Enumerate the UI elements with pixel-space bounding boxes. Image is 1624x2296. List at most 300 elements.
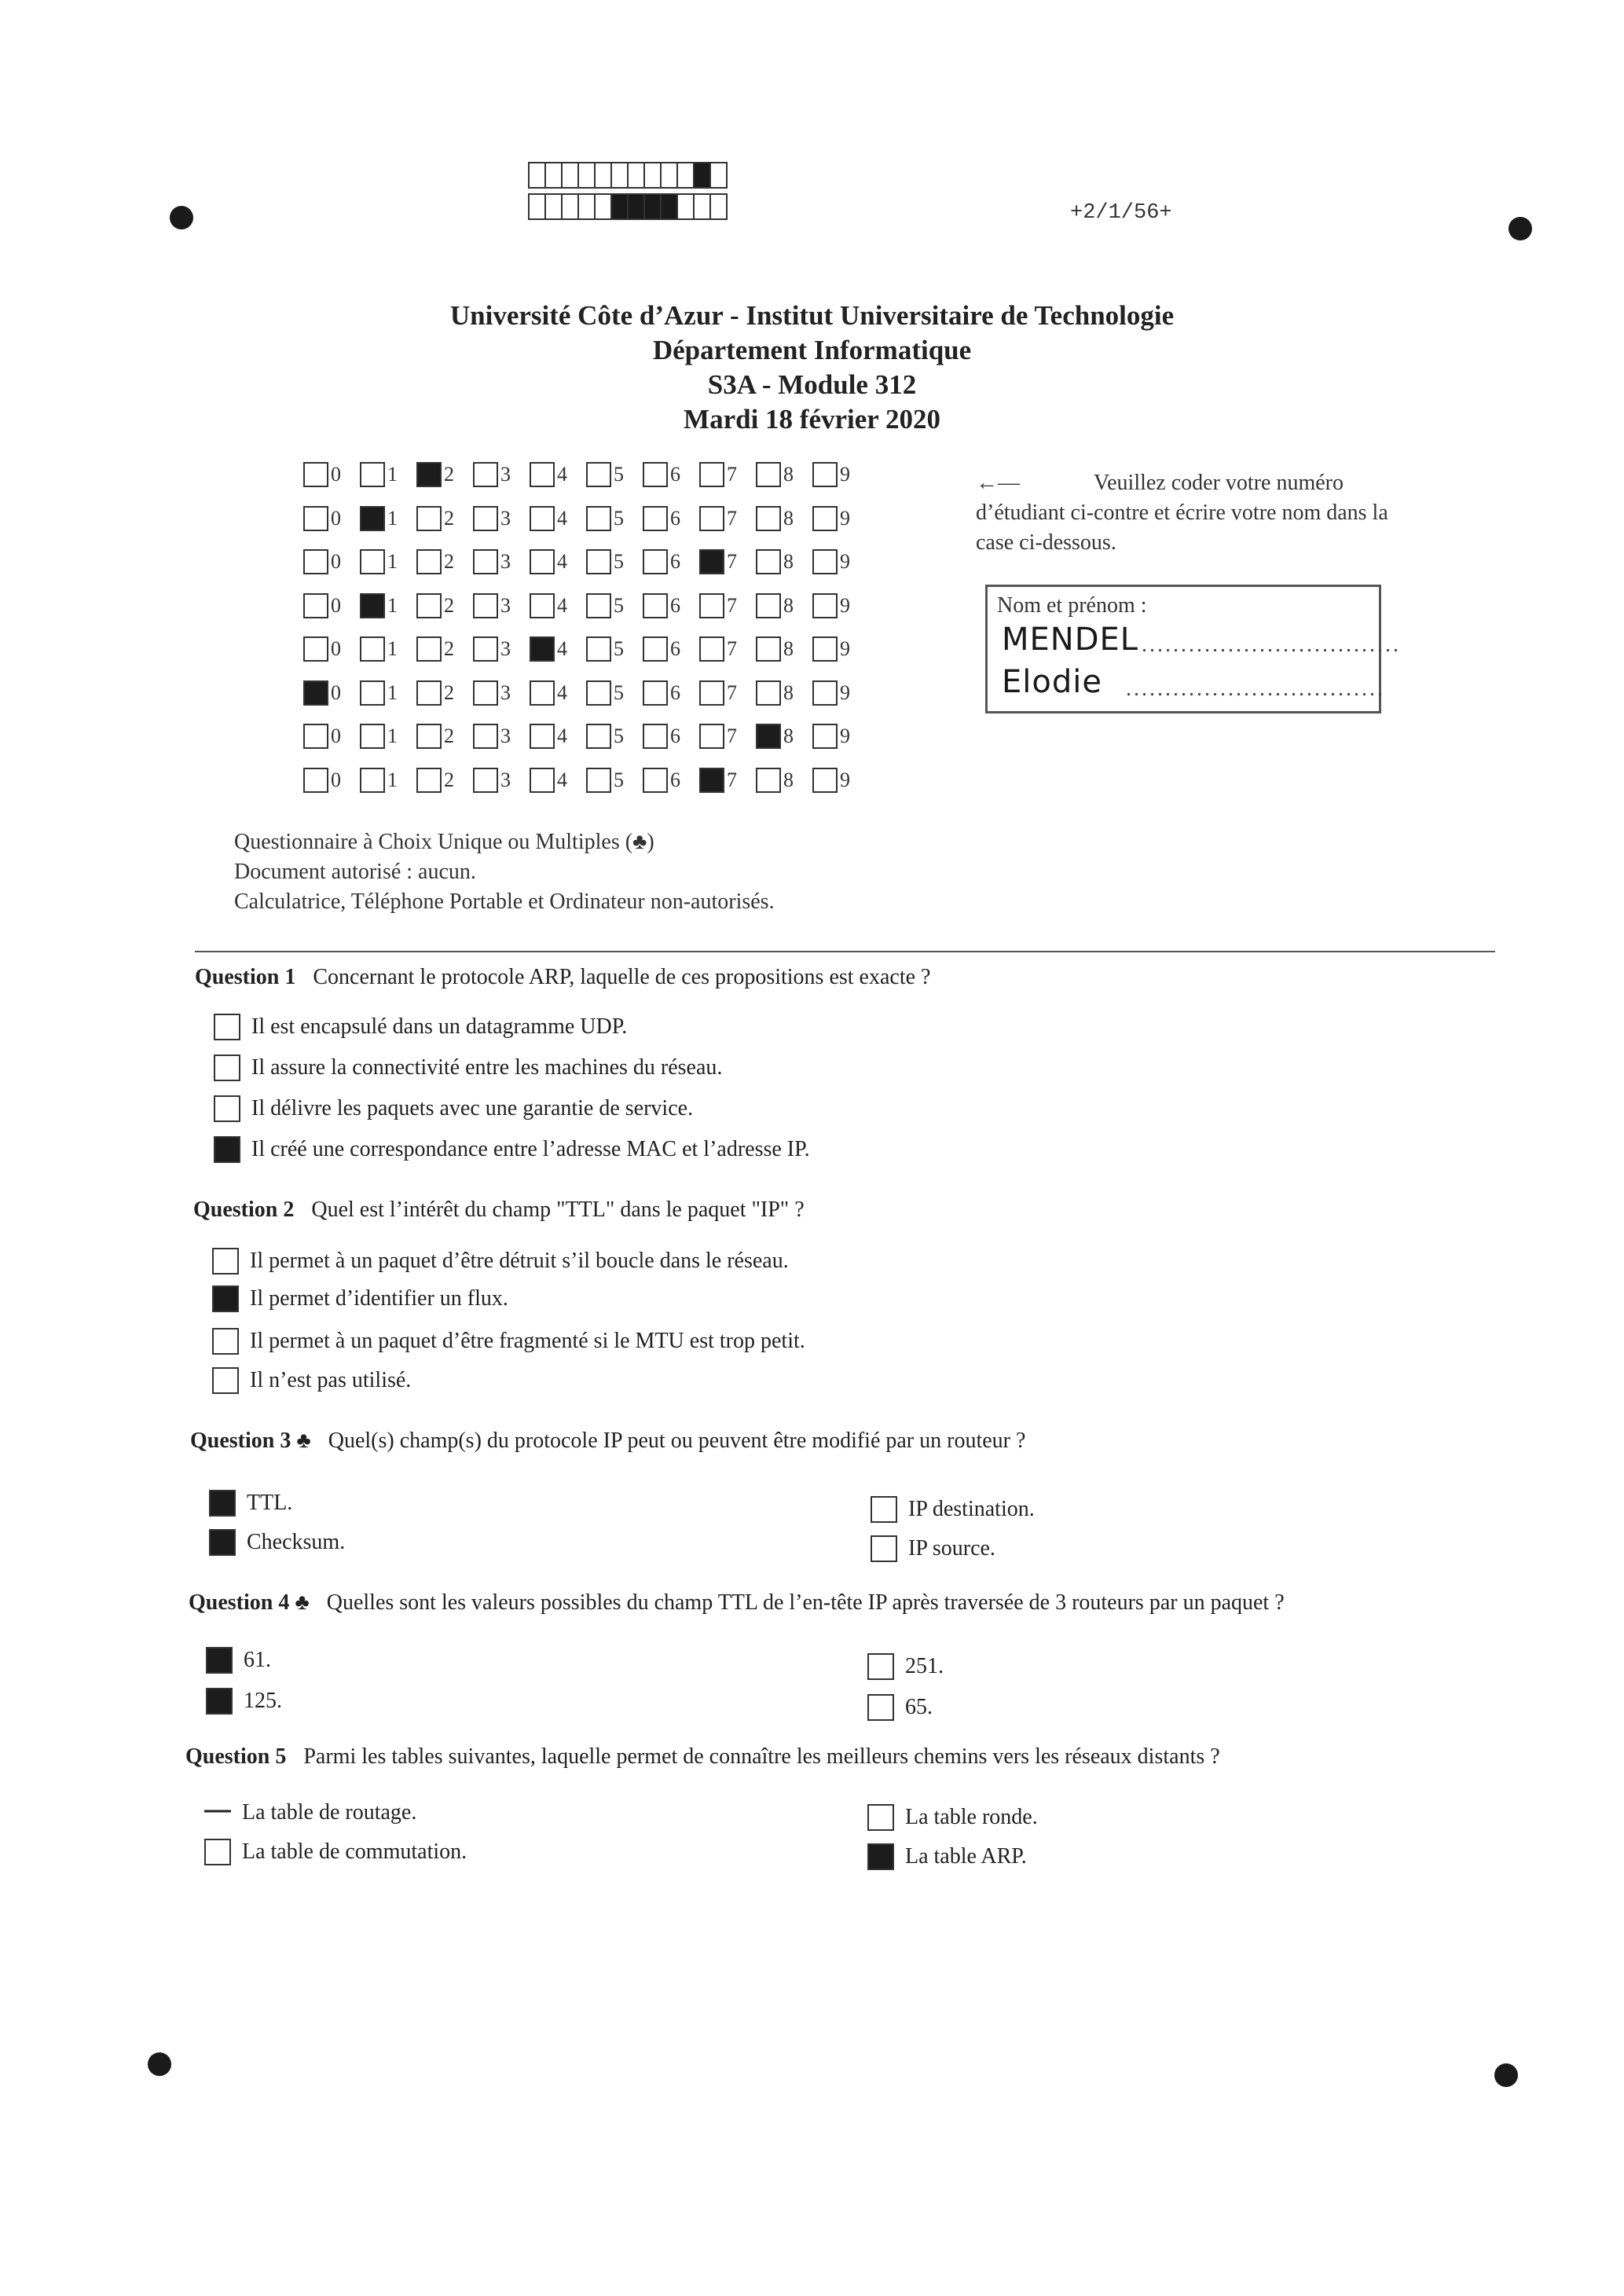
checkbox[interactable]: [867, 1804, 894, 1831]
digit-option[interactable]: [530, 633, 586, 665]
digit-checkbox[interactable]: [586, 636, 611, 662]
digit-option[interactable]: [416, 459, 473, 490]
digit-label: 8: [783, 463, 794, 486]
digit-label: 1: [387, 724, 398, 747]
digit-option[interactable]: [699, 721, 756, 752]
digit-option[interactable]: [360, 459, 416, 490]
digit-option[interactable]: [812, 590, 869, 622]
header-department: Département Informatique: [652, 335, 972, 365]
registration-mark-top-left: [170, 206, 193, 229]
digit-label: 3: [500, 724, 511, 747]
digit-option[interactable]: [360, 633, 416, 665]
barcode-cell: [693, 193, 711, 220]
digit-checkbox[interactable]: [643, 636, 668, 662]
digit-checkbox[interactable]: [530, 549, 555, 574]
name-box[interactable]: [985, 585, 1401, 713]
student-number-row: [303, 677, 869, 709]
digit-label: 3: [500, 594, 511, 617]
digit-checkbox[interactable]: [586, 506, 611, 531]
digit-checkbox[interactable]: [416, 506, 442, 531]
question-5-text: Parmi les tables suivantes, laquelle permet de connaître les meilleurs chemins vers les réseaux distants ?: [303, 1744, 1220, 1769]
barcode-cell: [528, 193, 546, 220]
digit-option[interactable]: [473, 765, 530, 796]
digit-checkbox[interactable]: [643, 768, 668, 793]
question-4-text: Quelles sont les valeurs possibles du champ TTL de l’en-tête IP après traversée de 3 routeurs par un paquet ?: [326, 1590, 1285, 1615]
q1-option-1[interactable]: [214, 1014, 627, 1040]
option-label: Il n’est pas utilisé.: [250, 1368, 412, 1392]
checkbox[interactable]: [212, 1286, 239, 1312]
digit-label: 5: [614, 681, 624, 704]
q1-option-4[interactable]: [214, 1136, 810, 1163]
digit-checkbox[interactable]: [643, 724, 668, 749]
digit-option[interactable]: [303, 459, 360, 490]
digit-checkbox[interactable]: [699, 724, 724, 749]
digit-option[interactable]: [699, 459, 756, 490]
digit-option[interactable]: [643, 546, 699, 578]
digit-checkbox[interactable]: [530, 768, 555, 793]
barcode-top: [528, 162, 726, 189]
digit-checkbox[interactable]: [303, 593, 328, 618]
digit-checkbox[interactable]: [586, 768, 611, 793]
barcode-cell: [660, 162, 678, 189]
digit-label: 7: [727, 507, 737, 530]
student-number-row: [303, 633, 869, 665]
digit-label: 6: [670, 550, 680, 573]
digit-checkbox[interactable]: [360, 636, 385, 662]
digit-checkbox[interactable]: [473, 506, 498, 531]
digit-label: 1: [387, 594, 398, 617]
digit-option[interactable]: [812, 677, 869, 709]
student-number-row: [303, 590, 869, 622]
student-number-row: [303, 765, 869, 796]
digit-label: 6: [670, 637, 680, 660]
digit-checkbox[interactable]: [303, 768, 328, 793]
digit-option[interactable]: [756, 721, 812, 752]
digit-label: 4: [557, 550, 567, 573]
digit-checkbox[interactable]: [303, 549, 328, 574]
digit-checkbox[interactable]: [643, 549, 668, 574]
digit-label: 5: [614, 463, 624, 486]
digit-checkbox[interactable]: [756, 593, 781, 618]
digit-label: 1: [387, 507, 398, 530]
digit-option[interactable]: [360, 677, 416, 709]
digit-checkbox[interactable]: [360, 724, 385, 749]
digit-option[interactable]: [699, 633, 756, 665]
digit-label: 9: [840, 507, 850, 530]
digit-option[interactable]: [303, 721, 360, 752]
digit-checkbox[interactable]: [699, 549, 724, 574]
option-label: Il est encapsulé dans un datagramme UDP.: [251, 1014, 628, 1039]
checkbox[interactable]: [209, 1490, 236, 1517]
digit-label: 0: [331, 681, 341, 704]
digit-label: 4: [557, 768, 567, 791]
digit-label: 8: [783, 507, 794, 530]
checkbox[interactable]: [871, 1535, 897, 1562]
digit-checkbox[interactable]: [303, 462, 328, 487]
digit-option[interactable]: [756, 633, 812, 665]
barcode-cell: [544, 193, 563, 220]
instructions-text: Veuillez coder votre numéro d’étudiant ci-contre et écrire votre nom dans la case ci-dessous.: [976, 471, 1388, 555]
digit-option[interactable]: [416, 677, 473, 709]
digit-label: 9: [840, 594, 850, 617]
question-3-text: Quel(s) champ(s) du protocole IP peut ou peuvent être modifié par un routeur ?: [328, 1429, 1026, 1453]
q5-option-1[interactable]: [204, 1799, 416, 1826]
digit-label: 9: [840, 463, 850, 486]
student-number-row: [303, 721, 869, 752]
q4-option-3[interactable]: [867, 1653, 944, 1680]
digit-option[interactable]: [416, 503, 473, 534]
digit-label: 5: [614, 507, 624, 530]
digit-option[interactable]: [643, 459, 699, 490]
digit-checkbox[interactable]: [812, 680, 838, 706]
digit-checkbox[interactable]: [416, 724, 442, 749]
digit-checkbox[interactable]: [473, 593, 498, 618]
digit-label: 1: [387, 681, 398, 704]
digit-option[interactable]: [303, 633, 360, 665]
digit-option[interactable]: [530, 546, 586, 578]
digit-option[interactable]: [473, 590, 530, 622]
digit-option[interactable]: [699, 677, 756, 709]
digit-checkbox[interactable]: [756, 506, 781, 531]
option-label: La table ARP.: [905, 1844, 1027, 1869]
digit-checkbox[interactable]: [473, 636, 498, 662]
barcode-cell: [643, 162, 662, 189]
digit-option[interactable]: [586, 590, 643, 622]
barcode-cell: [709, 193, 728, 220]
digit-option[interactable]: [643, 503, 699, 534]
checkbox[interactable]: [214, 1095, 240, 1122]
digit-option[interactable]: [473, 677, 530, 709]
digit-option[interactable]: [416, 765, 473, 796]
digit-checkbox[interactable]: [360, 462, 385, 487]
question-2-number: Question 2: [193, 1198, 295, 1222]
q5-option-2[interactable]: [204, 1839, 467, 1865]
digit-option[interactable]: [303, 677, 360, 709]
q5-option-4[interactable]: [867, 1843, 1027, 1870]
checkbox[interactable]: [204, 1839, 231, 1865]
arrow-left-icon: ←—: [976, 471, 1020, 495]
digit-checkbox[interactable]: [699, 636, 724, 662]
digit-option[interactable]: [812, 633, 869, 665]
digit-label: 9: [840, 637, 850, 660]
digit-checkbox[interactable]: [473, 549, 498, 574]
digit-option[interactable]: [416, 590, 473, 622]
barcode-cell: [627, 162, 645, 189]
digit-option[interactable]: [756, 459, 812, 490]
option-label: Il permet à un paquet d’être détruit s’il boucle dans le réseau.: [250, 1249, 789, 1273]
digit-option[interactable]: [756, 677, 812, 709]
barcode-cell: [676, 162, 695, 189]
option-label: 125.: [244, 1689, 282, 1713]
digit-option[interactable]: [699, 765, 756, 796]
digit-checkbox[interactable]: [416, 462, 442, 487]
digit-checkbox[interactable]: [756, 724, 781, 749]
q3-option-1[interactable]: [209, 1490, 292, 1517]
registration-mark-top-right: [1509, 217, 1532, 240]
checkbox[interactable]: [214, 1014, 240, 1040]
digit-label: 7: [727, 550, 737, 573]
digit-checkbox[interactable]: [360, 680, 385, 706]
digit-option[interactable]: [699, 503, 756, 534]
digit-checkbox[interactable]: [643, 506, 668, 531]
digit-checkbox[interactable]: [756, 462, 781, 487]
digit-option[interactable]: [303, 765, 360, 796]
digit-option[interactable]: [530, 459, 586, 490]
digit-label: 7: [727, 463, 737, 486]
q4-option-4[interactable]: [867, 1694, 933, 1721]
barcode-cell: [577, 162, 596, 189]
barcode-bottom: [528, 193, 726, 220]
digit-option[interactable]: [473, 546, 530, 578]
digit-checkbox[interactable]: [586, 593, 611, 618]
digit-label: 2: [444, 681, 454, 704]
q3-option-3[interactable]: [871, 1496, 1035, 1523]
digit-label: 8: [783, 550, 794, 573]
digit-option[interactable]: [756, 590, 812, 622]
digit-label: 7: [727, 681, 737, 704]
digit-checkbox[interactable]: [699, 593, 724, 618]
barcode-cell: [594, 193, 612, 220]
digit-option[interactable]: [812, 546, 869, 578]
digit-option[interactable]: [756, 503, 812, 534]
digit-option[interactable]: [643, 677, 699, 709]
digit-option[interactable]: [360, 721, 416, 752]
digit-checkbox[interactable]: [303, 724, 328, 749]
digit-option[interactable]: [473, 503, 530, 534]
digit-checkbox[interactable]: [530, 506, 555, 531]
digit-option[interactable]: [416, 721, 473, 752]
digit-label: 0: [331, 594, 341, 617]
digit-option[interactable]: [360, 546, 416, 578]
digit-option[interactable]: [586, 633, 643, 665]
digit-option[interactable]: [360, 590, 416, 622]
digit-option[interactable]: [586, 677, 643, 709]
digit-checkbox[interactable]: [473, 680, 498, 706]
digit-checkbox[interactable]: [530, 593, 555, 618]
note-documents: Document autorisé : aucun.: [234, 860, 476, 884]
digit-label: 0: [331, 637, 341, 660]
digit-checkbox[interactable]: [360, 549, 385, 574]
barcode-cell: [676, 193, 695, 220]
header-module: S3A - Module 312: [707, 369, 917, 400]
digit-checkbox[interactable]: [416, 549, 442, 574]
digit-option[interactable]: [643, 765, 699, 796]
digit-label: 4: [557, 463, 567, 486]
checkbox[interactable]: [867, 1653, 894, 1680]
digit-label: 4: [557, 507, 567, 530]
digit-checkbox[interactable]: [586, 680, 611, 706]
digit-label: 0: [331, 724, 341, 747]
digit-checkbox[interactable]: [699, 680, 724, 706]
digit-checkbox[interactable]: [586, 462, 611, 487]
q2-option-2[interactable]: [212, 1286, 508, 1312]
digit-label: 9: [840, 724, 850, 747]
digit-option[interactable]: [360, 765, 416, 796]
digit-option[interactable]: [303, 546, 360, 578]
digit-option[interactable]: [360, 503, 416, 534]
checkbox[interactable]: [214, 1136, 240, 1163]
digit-label: 6: [670, 724, 680, 747]
digit-checkbox[interactable]: [360, 506, 385, 531]
digit-checkbox[interactable]: [812, 636, 838, 662]
question-1-number: Question 1: [195, 965, 296, 989]
digit-checkbox[interactable]: [416, 680, 442, 706]
digit-checkbox[interactable]: [530, 636, 555, 662]
digit-option[interactable]: [303, 590, 360, 622]
digit-checkbox[interactable]: [530, 462, 555, 487]
digit-option[interactable]: [756, 765, 812, 796]
q2-option-3[interactable]: [212, 1328, 805, 1355]
digit-option[interactable]: [812, 503, 869, 534]
header-university: Université Côte d’Azur - Institut Universitaire de Technologie: [449, 300, 1175, 331]
digit-label: 6: [670, 507, 680, 530]
digit-option[interactable]: [586, 721, 643, 752]
checkbox[interactable]: [871, 1496, 897, 1523]
digit-option[interactable]: [699, 590, 756, 622]
digit-option[interactable]: [530, 721, 586, 752]
option-label: Il assure la connectivité entre les machines du réseau.: [251, 1055, 723, 1080]
digit-checkbox[interactable]: [416, 636, 442, 662]
student-number-row: [303, 503, 869, 534]
digit-option[interactable]: [812, 721, 869, 752]
digit-checkbox[interactable]: [303, 636, 328, 662]
q3-option-2[interactable]: [209, 1529, 345, 1556]
digit-label: 9: [840, 550, 850, 573]
digit-checkbox[interactable]: [643, 680, 668, 706]
q4-option-1[interactable]: [206, 1647, 271, 1674]
checkbox[interactable]: [867, 1843, 894, 1870]
digit-checkbox[interactable]: [756, 768, 781, 793]
digit-option[interactable]: [812, 765, 869, 796]
digit-checkbox[interactable]: [699, 462, 724, 487]
student-number-row: [303, 459, 869, 490]
digit-checkbox[interactable]: [643, 593, 668, 618]
digit-label: 8: [783, 768, 794, 791]
checkbox[interactable]: [209, 1529, 236, 1556]
question-4: [189, 1590, 1285, 1616]
q2-option-4[interactable]: [212, 1367, 411, 1394]
digit-label: 5: [614, 768, 624, 791]
digit-label: 6: [670, 681, 680, 704]
digit-option[interactable]: [586, 459, 643, 490]
digit-label: 4: [557, 724, 567, 747]
digit-option[interactable]: [473, 721, 530, 752]
digit-option[interactable]: [530, 765, 586, 796]
q2-option-1[interactable]: [212, 1248, 789, 1275]
checkbox[interactable]: [214, 1054, 240, 1081]
question-2-text: Quel est l’intérêt du champ "TTL" dans le paquet "IP" ?: [311, 1198, 805, 1222]
digit-checkbox[interactable]: [303, 680, 328, 706]
digit-option[interactable]: [530, 590, 586, 622]
option-label: TTL.: [247, 1491, 293, 1515]
barcode-cell: [709, 162, 728, 189]
checkbox[interactable]: [212, 1328, 239, 1355]
digit-checkbox[interactable]: [699, 768, 724, 793]
digit-option[interactable]: [586, 503, 643, 534]
digit-label: 3: [500, 550, 511, 573]
digit-checkbox[interactable]: [303, 506, 328, 531]
checkbox[interactable]: [212, 1367, 239, 1394]
digit-checkbox[interactable]: [473, 768, 498, 793]
digit-checkbox[interactable]: [360, 768, 385, 793]
checkbox[interactable]: [206, 1688, 233, 1715]
digit-checkbox[interactable]: [812, 549, 838, 574]
checkbox[interactable]: [204, 1799, 231, 1826]
digit-option[interactable]: [643, 590, 699, 622]
question-2: [193, 1198, 805, 1223]
digit-option[interactable]: [530, 677, 586, 709]
digit-label: 9: [840, 768, 850, 791]
barcode-cell: [610, 162, 629, 189]
digit-checkbox[interactable]: [812, 768, 838, 793]
q3-option-4[interactable]: [871, 1535, 995, 1562]
digit-option[interactable]: [812, 459, 869, 490]
digit-checkbox[interactable]: [530, 680, 555, 706]
digit-option[interactable]: [473, 633, 530, 665]
digit-label: 8: [783, 681, 794, 704]
question-4-number: Question 4 ♣: [189, 1590, 310, 1615]
digit-checkbox[interactable]: [812, 462, 838, 487]
option-label: Il permet d’identifier un flux.: [250, 1286, 508, 1311]
barcode-cell: [577, 193, 596, 220]
digit-label: 2: [444, 550, 454, 573]
digit-checkbox[interactable]: [360, 593, 385, 618]
digit-option[interactable]: [530, 503, 586, 534]
digit-checkbox[interactable]: [586, 724, 611, 749]
digit-label: 3: [500, 507, 511, 530]
digit-checkbox[interactable]: [699, 506, 724, 531]
digit-label: 2: [444, 724, 454, 747]
digit-option[interactable]: [416, 633, 473, 665]
digit-checkbox[interactable]: [812, 593, 838, 618]
checkbox[interactable]: [867, 1694, 894, 1721]
digit-checkbox[interactable]: [530, 724, 555, 749]
digit-option[interactable]: [699, 546, 756, 578]
digit-label: 1: [387, 637, 398, 660]
barcode-cell: [528, 162, 546, 189]
name-dots-2: .................................: [1126, 677, 1385, 701]
digit-checkbox[interactable]: [473, 462, 498, 487]
checkbox[interactable]: [206, 1647, 233, 1674]
digit-checkbox[interactable]: [812, 506, 838, 531]
q1-option-2[interactable]: [214, 1054, 722, 1081]
digit-option[interactable]: [643, 633, 699, 665]
digit-checkbox[interactable]: [756, 549, 781, 574]
q5-option-3[interactable]: [867, 1804, 1038, 1831]
checkbox[interactable]: [212, 1248, 239, 1275]
digit-checkbox[interactable]: [473, 724, 498, 749]
instructions: [976, 468, 1400, 558]
digit-option[interactable]: [586, 546, 643, 578]
digit-checkbox[interactable]: [756, 636, 781, 662]
digit-option[interactable]: [473, 459, 530, 490]
digit-checkbox[interactable]: [416, 593, 442, 618]
question-3: [190, 1429, 1025, 1454]
digit-option[interactable]: [303, 503, 360, 534]
digit-option[interactable]: [756, 546, 812, 578]
option-label: Il délivre les paquets avec une garantie de service.: [251, 1096, 694, 1120]
digit-checkbox[interactable]: [812, 724, 838, 749]
digit-option[interactable]: [416, 546, 473, 578]
q4-option-2[interactable]: [206, 1688, 282, 1715]
digit-checkbox[interactable]: [643, 462, 668, 487]
digit-checkbox[interactable]: [416, 768, 442, 793]
digit-checkbox[interactable]: [756, 680, 781, 706]
digit-checkbox[interactable]: [586, 549, 611, 574]
q1-option-3[interactable]: [214, 1095, 693, 1122]
digit-option[interactable]: [586, 765, 643, 796]
digit-option[interactable]: [643, 721, 699, 752]
